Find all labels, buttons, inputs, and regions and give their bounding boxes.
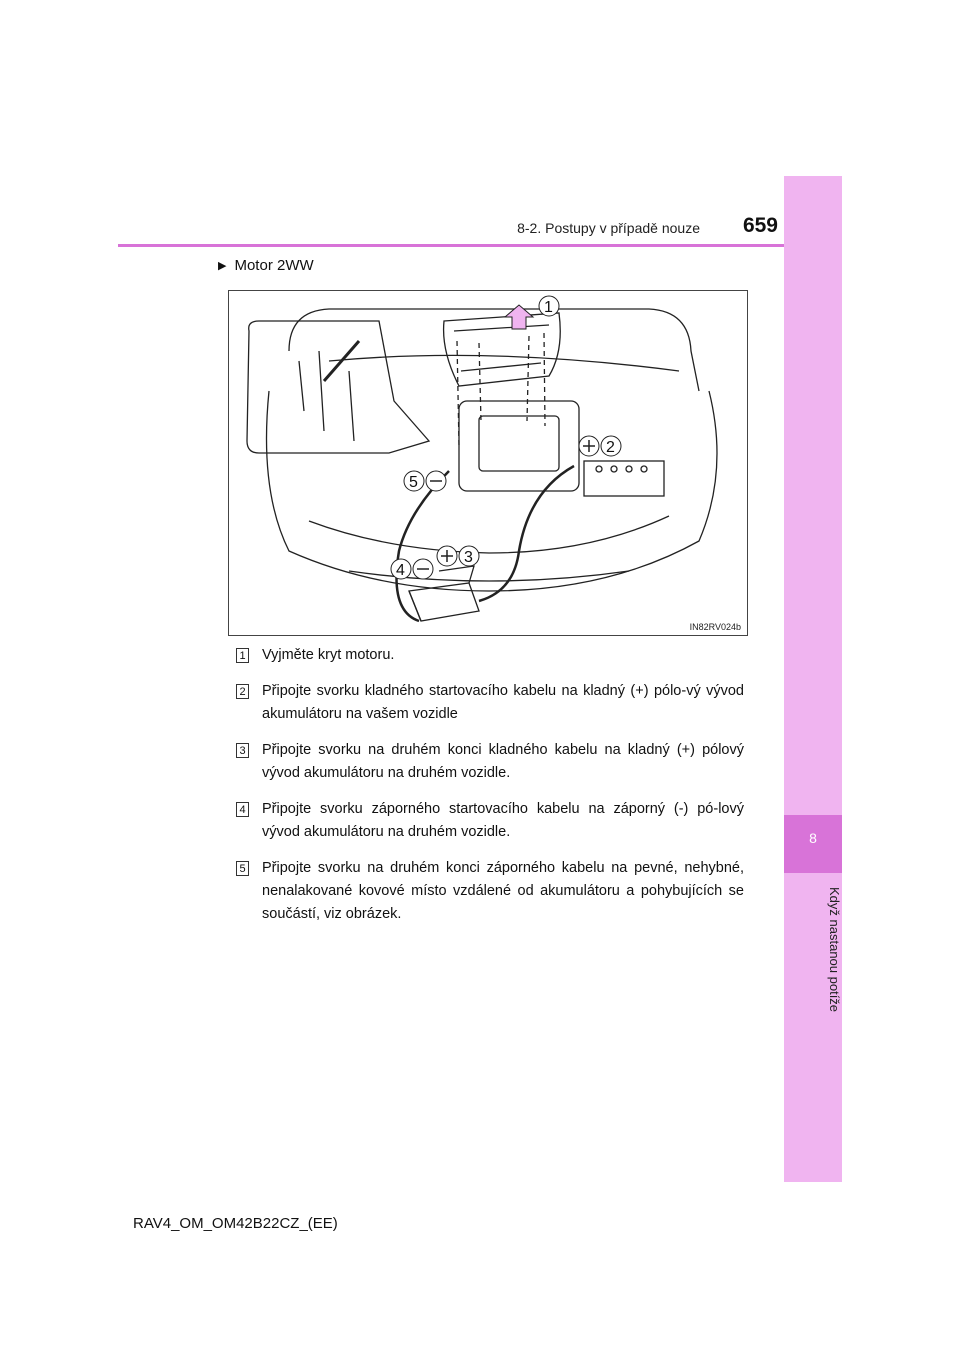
page-number: 659 bbox=[742, 214, 778, 237]
chapter-number: 8 bbox=[809, 830, 817, 846]
callout-3: 3 bbox=[464, 549, 473, 566]
header-rule bbox=[118, 244, 784, 247]
section-title: 8-2. Postupy v případě nouze bbox=[517, 220, 700, 236]
step-number: 2 bbox=[236, 684, 249, 699]
figure-code: IN82RV024b bbox=[689, 622, 741, 632]
callout-1: 1 bbox=[544, 299, 553, 316]
step-item bbox=[236, 798, 744, 844]
chapter-title: Když nastanou potíže bbox=[827, 887, 842, 1013]
step-text: Připojte svorku kladného startovacího kabelu na kladný (+) pólo-vý vývod akumulátoru na vašem vozidle bbox=[262, 683, 744, 722]
chapter-side-tab bbox=[784, 176, 842, 1182]
step-number: 5 bbox=[236, 861, 249, 876]
step-number: 3 bbox=[236, 743, 249, 758]
step-list bbox=[236, 644, 744, 939]
step-text: Vyjměte kryt motoru. bbox=[262, 647, 395, 663]
callout-2: 2 bbox=[606, 439, 615, 456]
step-text: Připojte svorku na druhém konci záporného kabelu na pevné, nehybné, nenalakované kovové místo vzdálené od akumulátoru a pohybujících se součástí, viz obrázek. bbox=[262, 860, 744, 922]
step-text: Připojte svorku na druhém konci kladného kabelu na kladný (+) pólový vývod akumulátoru na druhém vozidle. bbox=[262, 742, 744, 781]
step-number: 4 bbox=[236, 802, 249, 817]
triangle-bullet-icon: ▶ bbox=[218, 260, 227, 272]
step-text: Připojte svorku záporného startovacího kabelu na záporný (-) pó-lový vývod akumulátoru na druhém vozidle. bbox=[262, 801, 744, 840]
subheading bbox=[218, 257, 314, 274]
engine-jump-start-illustration bbox=[228, 290, 748, 636]
callout-5: 5 bbox=[409, 474, 418, 491]
step-item bbox=[236, 644, 744, 667]
step-item bbox=[236, 680, 744, 726]
footer-document-code: RAV4_OM_OM42B22CZ_(EE) bbox=[133, 1215, 338, 1232]
engine-bay-drawing bbox=[229, 291, 747, 635]
step-item bbox=[236, 857, 744, 926]
subheading-text: Motor 2WW bbox=[234, 257, 314, 274]
step-number: 1 bbox=[236, 648, 249, 663]
callout-4: 4 bbox=[396, 562, 405, 579]
step-item bbox=[236, 739, 744, 785]
